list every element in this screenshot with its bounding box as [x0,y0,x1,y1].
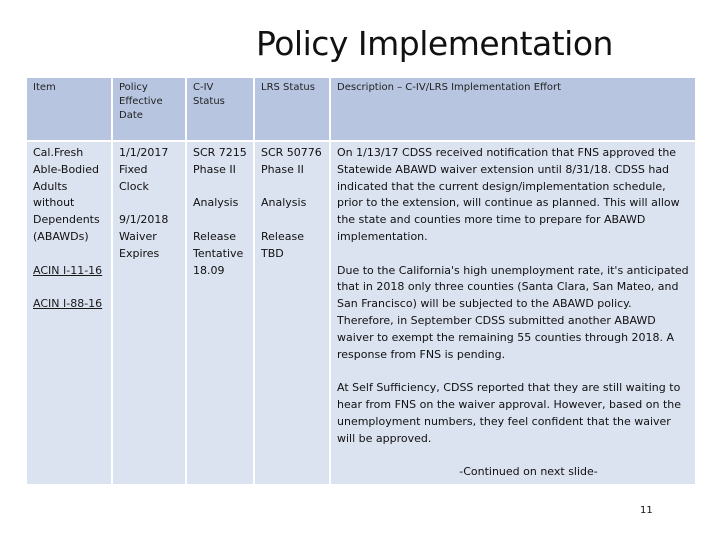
effective-date-value: 9/1/2018 [119,213,169,227]
lrs-status-line: Release [261,229,304,243]
description-paragraph: At Self Sufficiency, CDSS reported that they are still waiting to hear from FNS on the waiver approval. However, based on the unemployment numbers, they feel confident that the waiver will be approved. [337,381,681,445]
item-line: Dependents [33,213,100,227]
civ-status-line: Phase II [193,162,236,176]
civ-status-line: SCR 7215 [193,146,247,159]
lrs-status-line: SCR 50776 [261,146,322,159]
description-paragraph: Due to the California's high unemployment rate, it's anticipated that in 2018 only three counties (Santa Clara, San Mateo, and San Francisco) will be subjected to the ABAWD policy. Therefore, in September CDSS submitted another ABAWD waiver to exempt the remaining 55 counties through 2018. A response from FNS is pending. [337,263,689,361]
lrs-status-line: Phase II [261,162,304,176]
cell-lrs-status [255,142,329,484]
header-item: Item [27,78,111,140]
header-lrs-status: LRS Status [255,78,329,140]
cell-description [331,142,695,484]
acin-link-11-16[interactable]: ACIN I-11-16 [33,263,103,277]
civ-status-line: Tentative [193,246,244,260]
slide-title: Policy Implementation [256,24,613,63]
header-civ-status: C-IV Status [187,78,253,140]
table-row [27,142,695,484]
lrs-status-line: Analysis [261,196,307,210]
civ-status-line: 18.09 [193,263,225,277]
cell-civ-status [187,142,253,484]
cell-item [27,142,111,484]
effective-date-note: Expires [119,246,160,260]
acin-link-88-16[interactable]: ACIN I-88-16 [33,297,103,311]
item-line: Able-Bodied [33,162,99,176]
civ-status-line: Analysis [193,196,239,210]
effective-date-note: Clock [119,179,149,193]
item-line: (ABAWDs) [33,229,89,243]
civ-status-line: Release [193,229,236,243]
page-number: 11 [640,505,653,516]
effective-date-note: Waiver [119,229,157,243]
policy-table [25,76,697,486]
header-effective-date: Policy Effective Date [113,78,185,140]
cell-effective-date [113,142,185,484]
effective-date-value: 1/1/2017 [119,146,169,159]
continued-note: -Continued on next slide- [459,465,598,479]
effective-date-note: Fixed [119,162,148,176]
item-line: Adults [33,179,68,193]
item-line: Cal.Fresh [33,146,84,159]
lrs-status-line: TBD [261,246,284,260]
description-paragraph: On 1/13/17 CDSS received notification that FNS approved the Statewide ABAWD waiver extension until 8/31/18. CDSS had indicated that the current design/implementation schedule, prior to the extension, will continue as planned. This will allow the state and counties more time to prepare for ABAWD implementation. [337,146,680,243]
item-line: without [33,196,75,210]
table-header-row [27,78,695,140]
header-description: Description – C-IV/LRS Implementation Effort [331,78,695,140]
